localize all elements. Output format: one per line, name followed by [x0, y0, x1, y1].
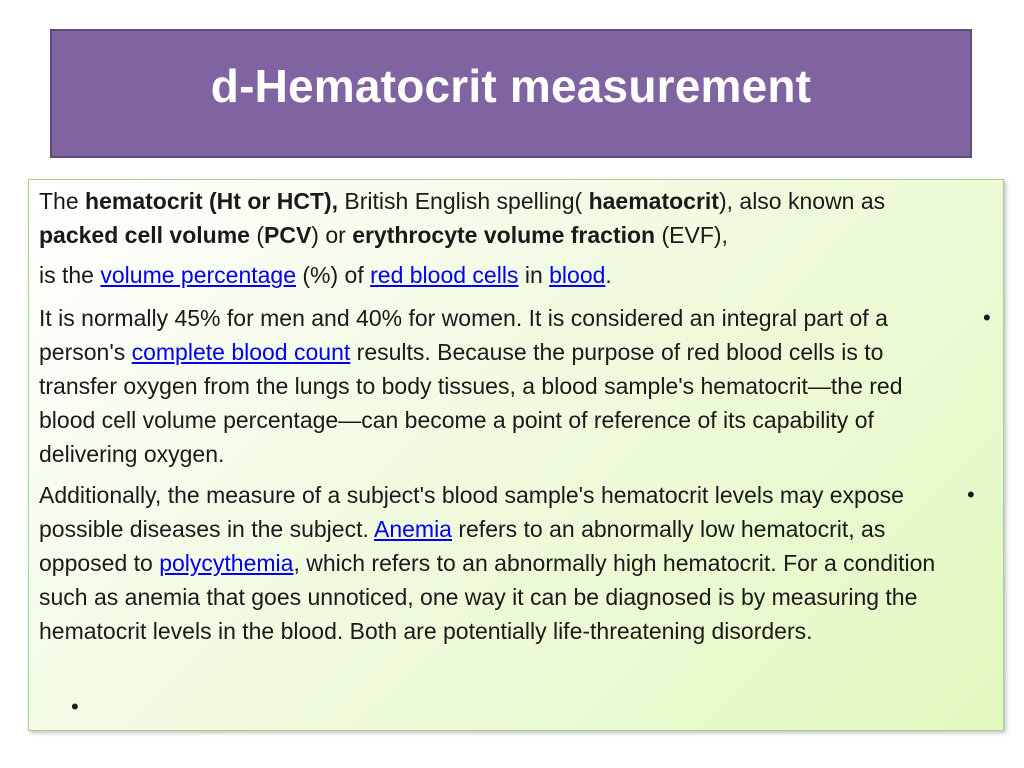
text-run: in — [518, 262, 550, 288]
link-complete-blood-count[interactable]: complete blood count — [131, 339, 351, 365]
paragraph-definition — [39, 184, 964, 252]
text-run: refers to an abnormally low hematocrit, as opposed to — [39, 516, 886, 576]
text-run: . — [605, 262, 612, 288]
text-run: ) or — [311, 222, 353, 248]
link-anemia[interactable]: Anemia — [373, 516, 452, 542]
link-polycythemia[interactable]: polycythemia — [159, 550, 294, 576]
text-run: (%) of — [296, 262, 371, 288]
link-blood[interactable]: blood — [549, 262, 606, 288]
term-packed-cell-volume: packed cell volume — [39, 222, 250, 248]
text-run: , which refers to an abnormally high hematocrit. For a condition such as anemia that goes unnoticed, one way it can be diagnosed is by measuring the hematocrit levels in the blood. Both are potentially life-threatening disorders. — [39, 550, 936, 644]
link-volume-percentage[interactable]: volume percentage — [100, 262, 296, 288]
term-haematocrit: haematocrit — [588, 188, 719, 214]
bullet-icon: • — [983, 305, 991, 330]
text-run: is the — [39, 262, 101, 288]
text-run: Additionally, the measure of a subject's blood sample's hematocrit levels may expose possible diseases in the subject. — [39, 482, 904, 542]
term-pcv: PCV — [264, 222, 312, 248]
paragraph-normal-values — [39, 301, 964, 471]
paragraph-volume — [39, 258, 964, 292]
text-run: It is normally 45% for men and 40% for women. It is considered an integral part of a person's — [39, 305, 888, 365]
text-run: ), also known as — [718, 188, 886, 214]
bullet-icon: • — [71, 694, 79, 719]
slide-title: d-Hematocrit measurement — [210, 60, 812, 112]
text-run: results. Because the purpose of red blood cells is to transfer oxygen from the lungs to body tissues, a blood sample's hematocrit—the red blood cell volume percentage—can become a point of reference of its capability of delivering oxygen. — [39, 339, 903, 467]
text-run: (EVF), — [655, 222, 728, 248]
content-panel — [28, 179, 1004, 731]
text-run: British English spelling( — [338, 188, 589, 214]
text-run: The — [39, 188, 86, 214]
term-hematocrit: hematocrit (Ht or HCT), — [85, 188, 339, 214]
term-erythrocyte-volume-fraction: erythrocyte volume fraction — [352, 222, 656, 248]
text-run: ( — [249, 222, 264, 248]
paragraph-diseases — [39, 478, 964, 648]
bullet-icon: • — [967, 482, 975, 507]
title-banner — [50, 29, 972, 158]
link-red-blood-cells[interactable]: red blood cells — [370, 262, 519, 288]
